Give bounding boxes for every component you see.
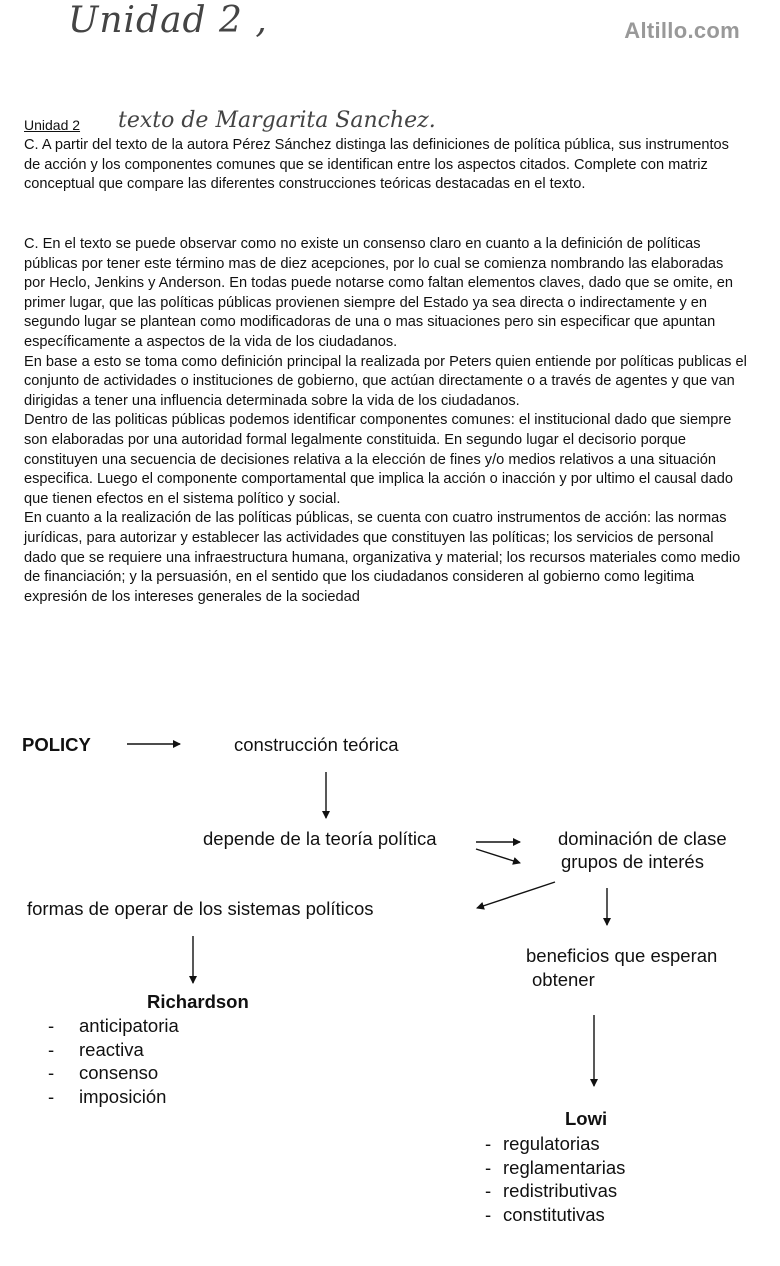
formas-node: formas de operar de los sistemas políticos [27, 898, 374, 919]
handwritten-title: Unidad 2 , [68, 0, 268, 41]
dominacion-node: dominación de clase [558, 828, 727, 849]
grupos-node: grupos de interés [561, 851, 704, 872]
list-item: - imposición [48, 1085, 167, 1107]
arrow-grupos-to-formas [477, 882, 555, 908]
list-item: - constitutivas [485, 1203, 605, 1225]
list-item: - consenso [48, 1062, 159, 1083]
handwritten-subtitle: texto de Margarita Sanchez. [118, 108, 436, 133]
list-item: - anticipatoria [48, 1015, 179, 1036]
list-item: - reactiva [48, 1038, 144, 1060]
answer-paragraph-3: Dentro de las politicas públicas podemos identificar componentes comunes: el institucional dado que siempre son elaboradas por una autoridad formal legalmente constituida. En segundo lugar el decisorio porque constituyen una secuencia de decisiones relativa a la elección de fines y/o medios relativos a una situación especifica. Luego el componente comportamental que implica la acción o inacción y por ultimo el causal dado que tienen efectos en el sistema político y social. [24, 412, 734, 507]
arrow-depende-to-grupos [476, 849, 520, 863]
list-item: - regulatorias [485, 1133, 600, 1154]
answer-paragraph-1: C. En el texto se puede observar como no existe un consenso claro en cuanto a la definición de políticas públicas por tener este término mas de diez acepciones, por lo cual se comienza nombrando las elaboradas por Heclo, Jenkins y Anderson. En todas puede notarse como faltan elementos claves, dado que se omite, en primer lugar, que las políticas públicas provienen siempre del Estado ya sea directa o indirectamente y en segundo lugar se plantean como modificadoras de una o mas situaciones pero sin especificar que apuntan específicamente a aspectos de la vida de los ciudadanos. [24, 236, 734, 350]
answer-paragraph-4: En cuanto a la realización de las políticas públicas, se cuenta con cuatro instrumentos de acción: las normas jurídicas, para autorizar y establecer las actividades que constituyen las políticas; los servicios de personal dado que se requiere una infraestructura humana, organizativa y material; los recursos materiales como medio de financiación; y la persuasión, en el sentido que los ciudadanos consideren al gobierno como legitima expresión de los intereses generales de la sociedad [24, 510, 741, 605]
depende-node: depende de la teoría política [203, 828, 437, 849]
richardson-title: Richardson [147, 991, 249, 1012]
question-text: C. A partir del texto de la autora Pérez Sánchez distinga las definiciones de política pública, sus instrumentos de acción y los componentes comunes que se identifican entre los aspectos citados. Complete con matriz conceptual que compare las diferentes construcciones teóricas destacadas en el texto. [24, 137, 729, 193]
list-item: - reglamentarias [485, 1156, 626, 1178]
policy-label: POLICY [22, 734, 91, 755]
list-item: - redistributivas [485, 1180, 618, 1201]
unit-label: Unidad 2 [24, 117, 81, 133]
beneficios-node-cont: obtener [532, 969, 595, 990]
beneficios-node: beneficios que esperan [526, 945, 718, 966]
answer-paragraph-2: En base a esto se toma como definición principal la realizada por Peters quien entiende por políticas publicas el conjunto de actividades o instituciones de gobierno, que actúan directamente o a través de agentes y que van dirigidas a tener una influencia determinada sobre la vida de los ciudadanos. [24, 353, 747, 409]
construccion-node: construcción teórica [234, 734, 399, 755]
watermark: Altillo.com [624, 18, 740, 43]
lowi-title: Lowi [565, 1108, 608, 1129]
